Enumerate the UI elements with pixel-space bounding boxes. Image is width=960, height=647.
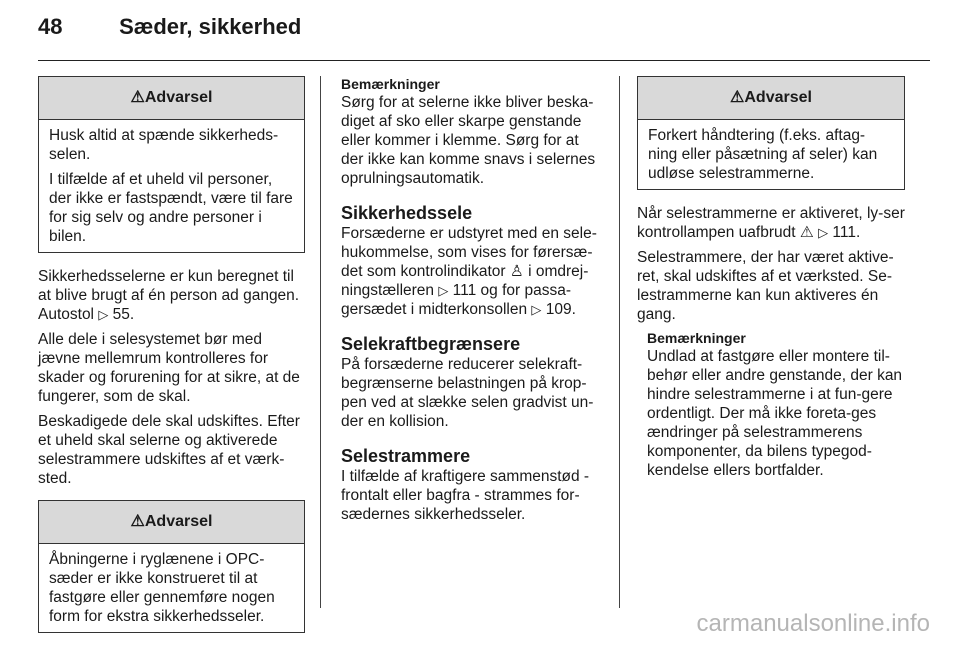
note-text: Undlad at fastgøre eller montere til-behør eller andre genstande, der kan hindre selestrammerne i at fun-gere ordentligt. Der må ikke foreta-ges ændringer på selestrammerens komponenter, da bilens typegod-kendelse ellers bortfalder. [647, 348, 903, 479]
note-title: Bemærkninger [341, 76, 440, 92]
page-ref-icon: ▷ [531, 302, 542, 317]
warning-title: Advarsel [144, 89, 213, 106]
warning-header [638, 77, 904, 120]
note-title: Bemærkninger [647, 330, 746, 346]
column-divider [320, 76, 321, 608]
warning-text: Husk altid at spænde sikkerheds-selen. [49, 127, 279, 163]
note-block [637, 330, 905, 480]
warning-box [637, 76, 905, 190]
paragraph: Alle dele i selesystemet bør med jævne mellemrum kontrolleres for skader og forurening for at sikre, at de fungerer, som de skal. [38, 331, 300, 405]
paragraph: Forsæderne er udstyret med en sele-hukommelse, som vises for førersæ-det som kontrolindikator ♙ i omdrej-ningstælleren ▷ 111 og for passa-gersædet i midterkonsollen ▷ 109. [341, 225, 597, 318]
warning-triangle-icon: ⚠ [130, 513, 145, 530]
section-heading: Selestrammere [341, 446, 471, 466]
warning-text: I tilfælde af et uheld vil personer, der ikke er fastspændt, være til fare for sig selv og andre personer i bilen. [49, 171, 293, 245]
airbag-warning-lamp-icon: ⚠ [799, 224, 814, 241]
column-1 [38, 76, 305, 647]
warning-box [38, 76, 305, 253]
page-ref-icon: ▷ [818, 225, 829, 240]
warning-header [39, 77, 304, 120]
warning-header [39, 501, 304, 544]
page-header [38, 14, 301, 40]
seatbelt-indicator-icon: ♙ [509, 263, 524, 280]
note-text: Sørg for at selerne ikke bliver beska-diget af sko eller skarpe genstande eller kommer i klemme. Sørg for at der ikke kan komme snavs i selernes oprulningsautomatik. [341, 94, 596, 187]
section-heading: Sikkerhedssele [341, 203, 473, 223]
warning-box [38, 500, 305, 633]
paragraph: Selestrammere, der har været aktive-ret, skal udskiftes af et værksted. Se-lestrammerne kan kun aktiveres én gang. [637, 249, 894, 323]
paragraph: Når selestrammerne er aktiveret, ly-ser kontrollampen uafbrudt ⚠ ▷ 111. [637, 205, 905, 241]
column-divider [619, 76, 620, 608]
page-title: Sæder, sikkerhed [119, 14, 302, 39]
paragraph: På forsæderne reducerer selekraft-begrænserne belastningen på krop-pen ved at slække selen gradvist un-der en kollision. [341, 356, 594, 430]
warning-body [39, 544, 304, 632]
warning-triangle-icon: ⚠ [130, 89, 145, 106]
watermark: carmanualsonline.info [696, 610, 930, 637]
warning-text: Åbningerne i ryglænene i OPC-sæder er ikke konstrueret til at fastgøre eller gennemføre nogen form for ekstra sikkerhedsseler. [49, 551, 275, 625]
warning-triangle-icon: ⚠ [730, 89, 745, 106]
warning-body [638, 120, 904, 189]
paragraph: Beskadigede dele skal udskiftes. Efter et uheld skal selerne og aktiverede selestrammere udskiftes af et værk-sted. [38, 413, 300, 487]
paragraph: Sikkerhedsselerne er kun beregnet til at blive brugt af én person ad gangen. Autostol ▷ 55. [38, 268, 300, 323]
paragraph: I tilfælde af kraftigere sammenstød - frontalt eller bagfra - strammes for-sædernes sikkerhedsseler. [341, 468, 590, 523]
header-rule [38, 60, 930, 61]
warning-title: Advarsel [144, 513, 213, 530]
column-2 [341, 76, 605, 530]
note-block [341, 76, 605, 188]
page-ref-icon: ▷ [438, 283, 449, 298]
column-3 [637, 76, 905, 490]
section-heading: Selekraftbegrænsere [341, 334, 521, 354]
page-number: 48 [38, 14, 63, 39]
page-ref-icon: ▷ [98, 307, 109, 322]
warning-text: Forkert håndtering (f.eks. aftag-ning eller påsætning af seler) kan udløse selestrammerne. [648, 127, 878, 182]
warning-title: Advarsel [744, 89, 812, 106]
warning-body [39, 120, 304, 252]
